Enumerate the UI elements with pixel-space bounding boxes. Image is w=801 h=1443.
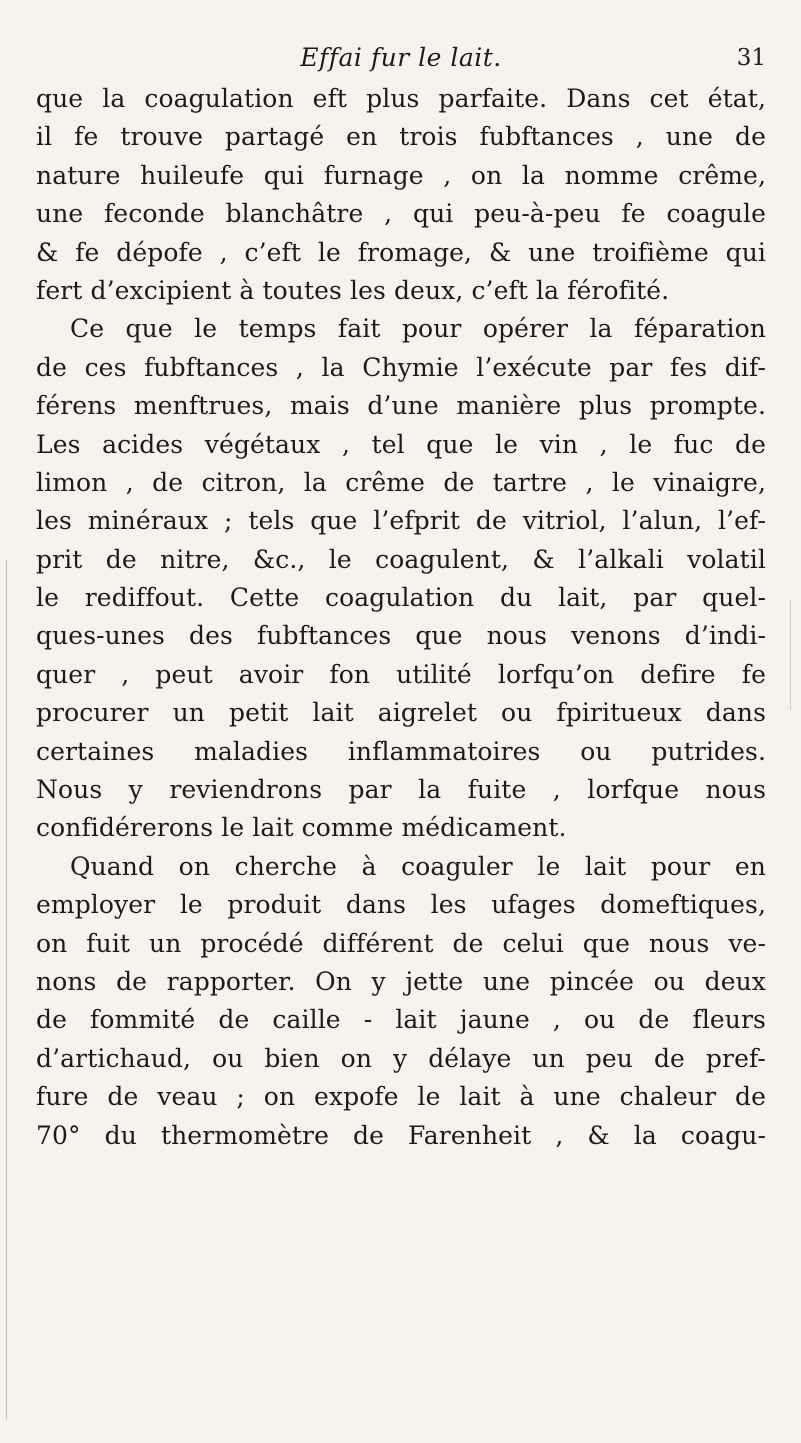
text-line: Nous y reviendrons par la fuite , lorfque nous [36,775,766,805]
text-line: férens menftrues, mais d’une manière plus prompte. [36,391,766,421]
text-line: d’artichaud, ou bien on y délaye un peu de pref- [36,1043,766,1073]
text-line: certaines maladies inflammatoires ou putrides. [36,736,766,766]
text-line: nons de rapporter. On y jette une pincée ou deux [36,966,766,996]
page-edge-shadow [6,560,7,1420]
text-line: confidérerons le lait comme médicament. [36,813,567,843]
paragraph-start-line: Ce que le temps fait pour opérer la féparation [70,314,766,344]
page-number: 31 [736,45,766,71]
text-line: procurer un petit lait aigrelet ou fpiritueux dans [36,698,766,728]
text-line: que la coagulation eft plus parfaite. Dans cet état, [36,84,766,113]
text-line: de ces fubftances , la Chymie l’exécute par fes dif- [36,352,766,382]
text-line: & fe dépofe , c’eft le fromage, & une troifième qui [36,237,766,267]
text-line: le rediffout. Cette coagulation du lait, par quel- [36,583,766,613]
text-line: fert d’excipient à toutes les deux, c’eft la férofité. [36,275,670,305]
text-line: une feconde blanchâtre , qui peu-à-peu fe coagule [36,199,766,229]
text-line: employer le produit dans les ufages domeftiques, [36,890,766,920]
text-line: de fommité de caille - lait jaune , ou de fleurs [36,1005,766,1035]
text-line: nature huileufe qui furnage , on la nomme crême, [36,160,766,190]
page-crease-mark [790,600,791,710]
text-line: il fe trouve partagé en trois fubftances , une de [36,122,766,152]
text-line: 70° du thermomètre de Farenheit , & la coagu- [36,1120,766,1150]
paragraph-start-line: Quand on cherche à coaguler le lait pour en [70,851,766,881]
text-line: ques-unes des fubftances que nous venons d’indi- [36,621,766,651]
text-line: on fuit un procédé différent de celui que nous ve- [36,928,766,958]
body-text [36,80,766,1155]
text-line: limon , de citron, la crême de tartre , le vinaigre, [36,467,766,497]
text-line: quer , peut avoir fon utilité lorfqu’on defire fe [36,659,766,689]
running-head [36,42,766,74]
text-line: les minéraux ; tels que l’efprit de vitriol, l’alun, l’ef- [36,506,766,536]
text-line: prit de nitre, &c., le coagulent, & l’alkali volatil [36,544,766,574]
text-line: Les acides végétaux , tel que le vin , le fuc de [36,429,766,459]
running-title: Effai fur le lait. [300,43,502,72]
text-line: fure de veau ; on expofe le lait à une chaleur de [36,1082,766,1112]
